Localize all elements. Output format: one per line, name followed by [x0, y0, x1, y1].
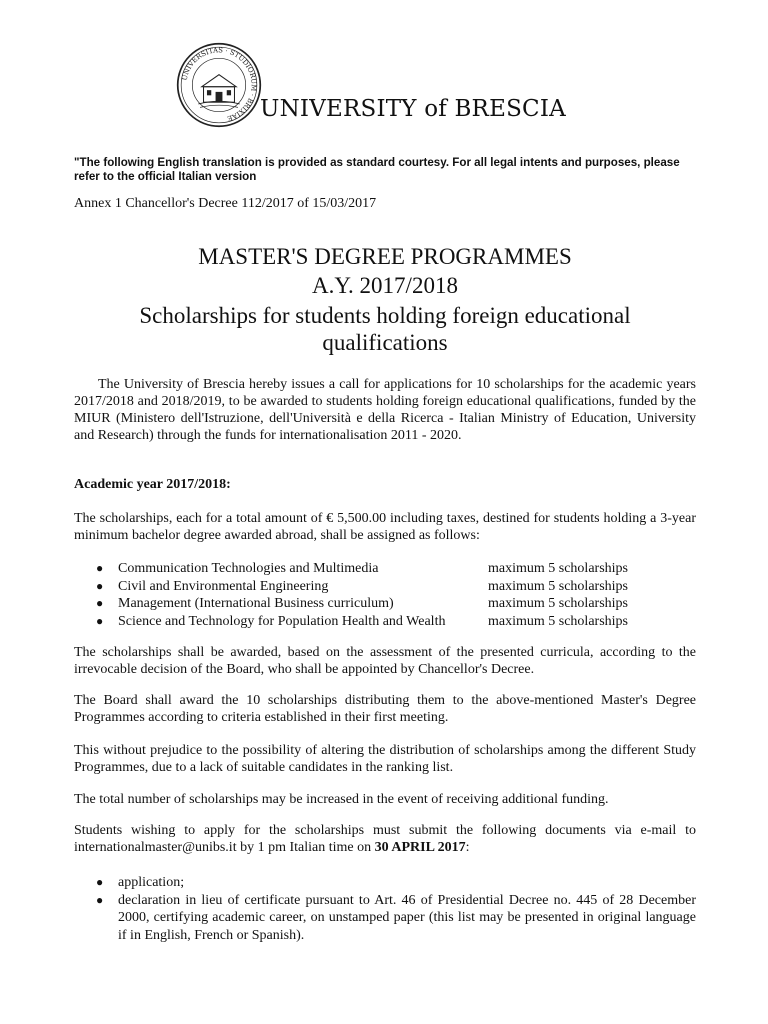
document-item: application; — [118, 875, 185, 890]
programme-name: Science and Technology for Population Health and Wealth — [118, 613, 446, 629]
programme-name: Communication Technologies and Multimedia — [118, 561, 379, 576]
programme-list — [74, 560, 696, 630]
translation-courtesy-note: "The following English translation is provided as standard courtesy. For all legal intents and purposes, please refer to the official Italian version — [74, 156, 680, 183]
programme-max: maximum 5 scholarships — [488, 596, 628, 611]
title-line-1: MASTER'S DEGREE PROGRAMMES — [198, 244, 572, 269]
documents-list — [74, 874, 696, 944]
apply-paragraph — [74, 822, 696, 856]
award-paragraph: The scholarships shall be awarded, based on the assessment of the presented curricula, according to the irrevocable decision of the Board, who shall be appointed by Chancellor's Decree. — [74, 645, 696, 677]
apply-text: Students wishing to apply for the scholarships must submit the following documents via e-mail to internationalmaster@unibs.it by 1 pm Italian time on — [74, 823, 696, 855]
title-line-2: A.Y. 2017/2018 — [312, 273, 458, 298]
bullet-icon: ● — [96, 596, 104, 610]
list-item — [74, 874, 696, 892]
scholarship-paragraph: The scholarships, each for a total amount of € 5,500.00 including taxes, destined for students holding a 3-year minimum bachelor degree awarded abroad, shall be assigned as follows: — [74, 511, 696, 543]
programme-name: Civil and Environmental Engineering — [118, 578, 329, 594]
bullet-icon: ● — [96, 613, 104, 628]
programme-name: Management (International Business curriculum) — [118, 596, 394, 611]
deadline-suffix: : — [465, 840, 470, 855]
programme-max: maximum 5 scholarships — [488, 561, 628, 576]
list-item — [74, 578, 696, 596]
bullet-icon: ● — [96, 892, 104, 907]
list-item — [74, 892, 696, 945]
list-item — [74, 613, 696, 631]
deadline-date: 30 APRIL 2017 — [374, 840, 466, 855]
programme-max: maximum 5 scholarships — [488, 613, 628, 629]
section-heading: Academic year 2017/2018: — [74, 477, 231, 492]
list-item — [74, 560, 696, 578]
university-seal-logo — [176, 42, 262, 128]
title-line-3: Scholarships for students holding foreign educational qualifications — [139, 303, 631, 355]
programme-max: maximum 5 scholarships — [488, 578, 628, 594]
bullet-icon: ● — [96, 875, 104, 889]
bullet-icon: ● — [96, 561, 104, 575]
list-item — [74, 595, 696, 613]
increase-paragraph: The total number of scholarships may be increased in the event of receiving additional funding. — [74, 792, 609, 807]
bullet-icon: ● — [96, 578, 104, 593]
document-item: declaration in lieu of certificate pursuant to Art. 46 of Presidential Decree no. 445 of 28 December 2000, certifying academic career, on unstamped paper (this list may be presented in original language if in English, French or Spanish). — [118, 892, 696, 943]
annex-reference: Annex 1 Chancellor's Decree 112/2017 of 15/03/2017 — [74, 196, 377, 211]
seal-text: UNIVERSITAS · STUDIORUM · BRIXIAE — [180, 46, 258, 123]
board-paragraph: The Board shall award the 10 scholarships distributing them to the above-mentioned Master's Degree Programmes according to criteria established in their first meeting. — [74, 693, 696, 725]
university-name: UNIVERSITY of BRESCIA — [260, 96, 566, 122]
prejudice-paragraph: This without prejudice to the possibility of altering the distribution of scholarships among the different Study Programmes, due to a lack of suitable candidates in the ranking list. — [74, 743, 696, 775]
intro-paragraph: The University of Brescia hereby issues a call for applications for 10 scholarships for the academic years 2017/2018 and 2018/2019, to be awarded to students holding foreign educational qualifications, funded by the MIUR (Ministero dell'Istruzione, dell'Università e della Ricerca - Italian Ministry of Education, University and Research) through the funds for internationalisation 2011 - 2020. — [74, 377, 696, 443]
